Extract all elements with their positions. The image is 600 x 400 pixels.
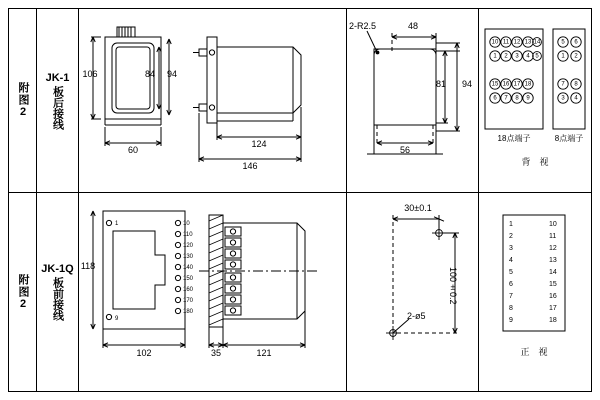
model-wiring-2: 板前接线 [51, 277, 64, 321]
dim-holes: 2-ø5 [407, 311, 426, 321]
caption-18-terminals: 18点端子 [497, 134, 531, 143]
dim-81: 81 [435, 79, 446, 89]
svg-text:8: 8 [574, 81, 578, 88]
row-2-panel-cutout [347, 193, 478, 391]
svg-text:6: 6 [493, 95, 497, 102]
svg-text:4: 4 [574, 95, 578, 102]
model-wiring-1: 板后接线 [51, 85, 64, 130]
svg-text:7: 7 [504, 95, 508, 102]
dim-48: 48 [407, 21, 418, 31]
svg-text:9: 9 [115, 316, 119, 322]
svg-text:13: 13 [524, 39, 532, 46]
dim-radius: 2-R2.5 [349, 21, 377, 31]
svg-text:18: 18 [524, 81, 532, 88]
svg-text:3: 3 [515, 53, 519, 60]
svg-text:4: 4 [526, 53, 530, 60]
model-name-2: JK-1Q [41, 263, 74, 275]
dim-146: 146 [242, 161, 258, 171]
row-1-terminal-layout [479, 9, 591, 192]
svg-text:130: 130 [183, 254, 194, 260]
svg-text:10: 10 [549, 221, 557, 228]
svg-text:1: 1 [493, 53, 497, 60]
row-2-model-label [37, 193, 78, 391]
dim-30-tol: 30±0.1 [404, 203, 432, 213]
svg-text:170: 170 [183, 298, 194, 304]
dim-60: 60 [127, 145, 138, 155]
svg-text:14: 14 [549, 269, 557, 276]
svg-text:1: 1 [115, 221, 119, 227]
svg-text:8: 8 [509, 305, 513, 312]
svg-text:5: 5 [509, 269, 513, 276]
row-2-outline-drawing [79, 193, 346, 391]
svg-text:1: 1 [509, 221, 513, 228]
dim-106: 106 [82, 69, 98, 79]
svg-text:5: 5 [535, 53, 539, 60]
dim-56: 56 [399, 145, 410, 155]
dim-124: 124 [251, 139, 267, 149]
svg-text:9: 9 [509, 317, 513, 324]
svg-text:3: 3 [509, 245, 513, 252]
svg-text:10: 10 [183, 221, 190, 227]
svg-text:8: 8 [515, 95, 519, 102]
svg-text:14: 14 [533, 39, 541, 46]
view-label-rear: 背 视 [521, 157, 549, 167]
svg-text:6: 6 [574, 39, 578, 46]
caption-8-terminals: 8点端子 [554, 134, 584, 143]
svg-text:120: 120 [183, 243, 194, 249]
svg-text:150: 150 [183, 276, 194, 282]
dim-118: 118 [80, 261, 96, 271]
svg-text:180: 180 [183, 309, 194, 315]
row-1-figure-label [9, 9, 36, 192]
svg-text:9: 9 [526, 95, 530, 102]
svg-text:16: 16 [549, 293, 557, 300]
svg-text:1: 1 [561, 53, 565, 60]
svg-text:11: 11 [502, 39, 510, 46]
row-1-panel-cutout [347, 9, 478, 192]
svg-text:10: 10 [491, 39, 499, 46]
svg-text:18: 18 [549, 317, 557, 324]
dim-35: 35 [210, 348, 221, 358]
dim-94-front: 94 [166, 69, 177, 79]
dim-100-tol: 100±0.2 [448, 267, 458, 305]
svg-text:4: 4 [509, 257, 513, 264]
svg-text:11: 11 [549, 233, 557, 240]
svg-text:140: 140 [183, 265, 194, 271]
svg-text:17: 17 [549, 305, 557, 312]
dim-84: 84 [144, 69, 155, 79]
view-label-front: 正 视 [520, 347, 548, 357]
svg-text:12: 12 [549, 245, 557, 252]
svg-text:7: 7 [509, 293, 513, 300]
svg-text:2: 2 [574, 53, 578, 60]
svg-text:160: 160 [183, 287, 194, 293]
svg-text:110: 110 [183, 232, 193, 238]
svg-text:2: 2 [509, 233, 513, 240]
svg-text:3: 3 [561, 95, 565, 102]
row-1-model-label [37, 9, 78, 192]
svg-text:12: 12 [513, 39, 521, 46]
dim-102: 102 [136, 348, 152, 358]
svg-text:15: 15 [491, 81, 499, 88]
svg-text:5: 5 [561, 39, 565, 46]
svg-text:7: 7 [561, 81, 565, 88]
row-2-figure-label [9, 193, 36, 391]
dim-94-cutout: 94 [461, 79, 472, 89]
row-1-outline-drawing [79, 9, 346, 192]
svg-text:2: 2 [504, 53, 508, 60]
figure-label-text-2: 附图2 [17, 273, 29, 311]
svg-text:13: 13 [549, 257, 557, 264]
svg-text:6: 6 [509, 281, 513, 288]
dim-121: 121 [256, 348, 272, 358]
row-2-terminal-layout [479, 193, 591, 391]
svg-text:16: 16 [502, 81, 510, 88]
figure-label-text-1: 附图2 [17, 82, 29, 119]
svg-text:17: 17 [513, 81, 521, 88]
svg-text:15: 15 [549, 281, 557, 288]
model-name-1: JK-1 [45, 71, 70, 84]
